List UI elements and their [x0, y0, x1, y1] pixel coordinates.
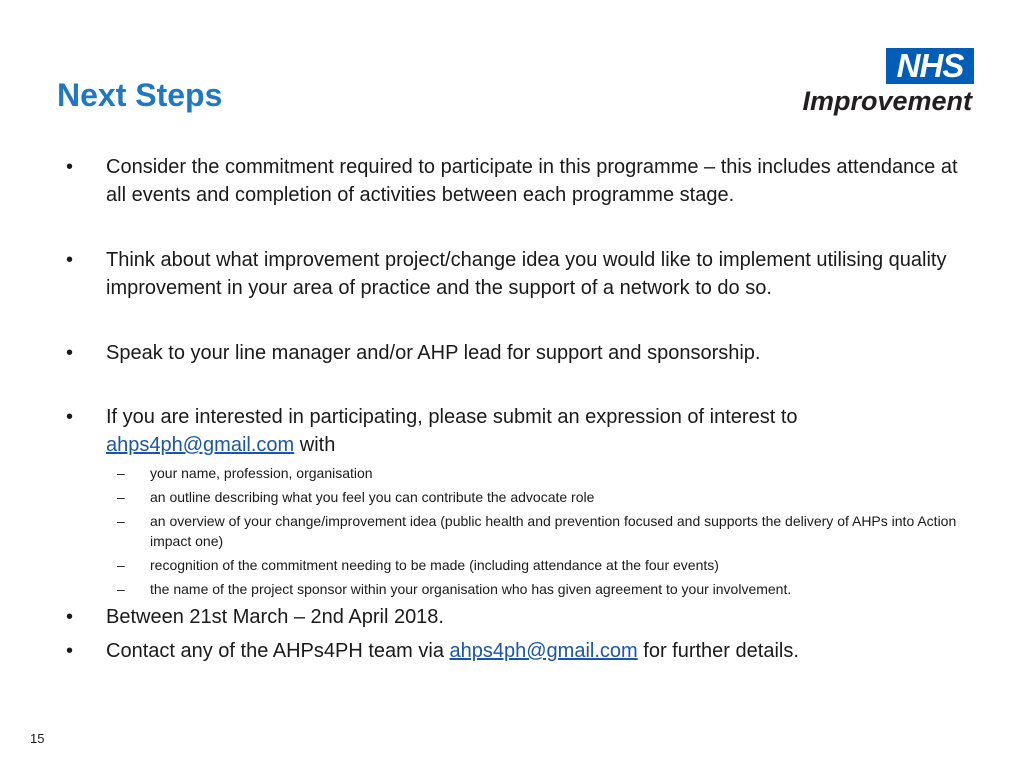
bullet-marker: • [66, 606, 74, 628]
page-title: Next Steps [57, 77, 223, 113]
bullet-item [64, 603, 964, 631]
bullet-item [64, 153, 964, 209]
bullet-item [64, 339, 964, 367]
bullet-marker: • [66, 406, 74, 428]
dash-marker: – [117, 489, 125, 505]
sub-bullet-list [64, 463, 964, 599]
email-link[interactable]: ahps4ph@gmail.com [449, 640, 638, 662]
nhs-improvement-logo [790, 48, 974, 120]
dash-marker: – [117, 513, 125, 529]
bullet-marker: • [66, 156, 74, 178]
bullet-item [64, 403, 964, 459]
sub-bullet-text: an outline describing what you feel you can contribute the advocate role [150, 489, 595, 505]
sub-bullet-item [64, 579, 964, 599]
sub-bullet-text: the name of the project sponsor within your organisation who has given agreement to your involvement. [150, 581, 792, 597]
bullet-list [64, 153, 964, 665]
logo-subtitle: Improvement [802, 86, 972, 116]
bullet-text: Speak to your line manager and/or AHP lead for support and sponsorship. [106, 342, 761, 364]
dash-marker: – [117, 557, 125, 573]
sub-bullet-item [64, 511, 964, 551]
dash-marker: – [117, 465, 125, 481]
bullet-text: Between 21st March – 2nd April 2018. [106, 606, 444, 628]
bullet-marker: • [66, 249, 74, 271]
bullet-text-start: Contact any of the AHPs4PH team via [106, 640, 450, 662]
nhs-logo-box: NHS [886, 48, 974, 84]
sub-bullet-item [64, 463, 964, 483]
bullet-marker: • [66, 640, 74, 662]
bullet-item [64, 246, 964, 302]
bullet-text-end: with [294, 434, 336, 456]
sub-bullet-item [64, 487, 964, 507]
bullet-text: Consider the commitment required to participate in this programme – this includes attendance at all events and completion of activities between each programme stage. [106, 156, 958, 206]
bullet-item [64, 637, 964, 665]
sub-bullet-item [64, 555, 964, 575]
sub-bullet-text: your name, profession, organisation [150, 465, 373, 481]
dash-marker: – [117, 581, 125, 597]
bullet-text-start: If you are interested in participating, please submit an expression of interest to [106, 406, 798, 428]
bullet-text-end: for further details. [637, 640, 799, 662]
sub-bullet-text: an overview of your change/improvement idea (public health and prevention focused and supports the delivery of AHPs into Action impact one) [150, 513, 957, 549]
bullet-text: Think about what improvement project/change idea you would like to implement utilising quality improvement in your area of practice and the support of a network to do so. [106, 249, 947, 299]
page-number: 15 [30, 731, 45, 746]
sub-bullet-text: recognition of the commitment needing to be made (including attendance at the four events) [150, 557, 719, 573]
bullet-marker: • [66, 342, 74, 364]
email-link[interactable]: ahps4ph@gmail.com [106, 434, 295, 456]
